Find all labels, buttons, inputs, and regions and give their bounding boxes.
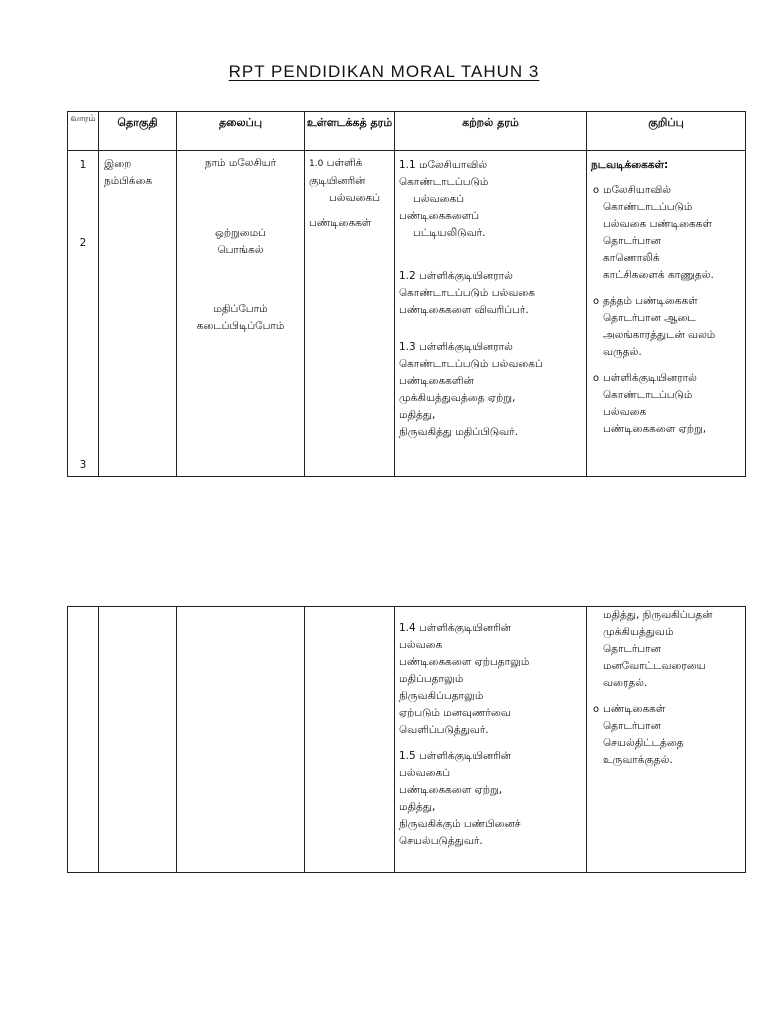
learning-line: 1.1 மலேசியாவில்	[399, 159, 488, 171]
unit-text: இறை நம்பிக்கை	[104, 158, 153, 187]
notes-line: கொண்டாடப்படும்	[603, 201, 693, 213]
content-standard-line: குடியினரின்	[309, 175, 366, 187]
notes-line: காணொலிக்	[603, 252, 660, 264]
table-row	[68, 151, 746, 477]
notes-line: பண்டிகைகள்	[603, 703, 666, 715]
notes-line: காட்சிகளைக் காணுதல்.	[603, 269, 714, 281]
unit-cell	[99, 151, 177, 477]
notes-line: வருதல்.	[603, 346, 642, 358]
learning-line: கொண்டாடப்படும் பல்வகைப்	[399, 358, 543, 370]
notes-line: தொடர்பான ஆடை	[603, 312, 696, 324]
content-standard-number: 1.0	[309, 159, 324, 169]
learning-line: பண்டிகைகளை விவரிப்பர்.	[399, 304, 529, 316]
notes-line: பல்வகை	[603, 406, 647, 418]
notes-line: மனவோட்டவரையை	[603, 660, 706, 672]
topic-2: ஒற்றுமைப் பொங்கல்	[215, 227, 266, 256]
learning-line: மதிப்பதாலும்	[399, 673, 464, 685]
header-content-standard: உள்ளடக்கத் தரம்	[305, 112, 395, 151]
week-1: 1	[79, 159, 87, 171]
notes-bullet-3-cont	[591, 607, 741, 692]
notes-line: தொடர்பான	[603, 720, 661, 732]
page-title: RPT PENDIDIKAN MORAL TAHUN 3	[228, 62, 540, 81]
notes-bullet-1	[591, 182, 741, 284]
notes-line: முக்கியத்துவம்	[603, 626, 674, 638]
bullet-icon: o	[593, 373, 600, 384]
table-row	[68, 607, 746, 873]
learning-line: மதித்து,	[399, 801, 436, 813]
notes-line: மலேசியாவில்	[603, 184, 671, 196]
learning-line: பண்டிகைகளைப்	[399, 210, 480, 222]
content-standard-cell	[305, 607, 395, 873]
notes-bullet-3	[591, 370, 741, 438]
learning-line: நிருவகித்து மதிப்பிடுவர்.	[399, 426, 519, 438]
learning-line: பல்வகை	[399, 639, 443, 651]
header-notes: குறிப்பு	[587, 112, 746, 151]
learning-1-4	[399, 620, 582, 739]
learning-standard-cell	[395, 151, 587, 477]
notes-line: செயல்திட்டத்தை	[603, 737, 684, 749]
notes-bullet-2	[591, 293, 741, 361]
notes-bullet-4	[591, 701, 741, 769]
notes-line: பண்டிகைகளை ஏற்று,	[603, 423, 707, 435]
learning-line: பட்டியலிடுவர்.	[413, 227, 486, 239]
rpt-table-part1	[67, 111, 746, 477]
learning-1-3	[399, 339, 582, 441]
learning-line: பல்வகைப்	[413, 193, 465, 205]
notes-line: உருவாக்குதல்.	[603, 754, 673, 766]
notes-line: வரைதல்.	[603, 677, 648, 689]
notes-line: மதித்து, நிருவகிப்பதன்	[603, 609, 713, 621]
header-week: வாரம்	[68, 112, 99, 151]
learning-line: பண்டிகைகளை ஏற்பதாலும்	[399, 656, 530, 668]
notes-line: பள்ளிக்குடியினரால்	[603, 372, 697, 384]
content-standard-line: பல்வகைப்	[329, 192, 381, 204]
week-cell	[68, 151, 99, 477]
notes-cell	[587, 151, 746, 477]
learning-line: கொண்டாடப்படும் பல்வகை	[399, 287, 535, 299]
header-unit: தொகுதி	[99, 112, 177, 151]
topic-3: மதிப்போம் கடைப்பிடிப்போம்	[196, 303, 285, 332]
learning-line: பல்வகைப்	[399, 767, 451, 779]
rpt-table-part2	[67, 606, 746, 873]
notes-line: தொடர்பான	[603, 235, 661, 247]
learning-line: 1.2 பள்ளிக்குடியினரால்	[399, 270, 513, 282]
learning-line: நிருவகிப்பதாலும்	[399, 690, 484, 702]
header-learning-standard: கற்றல் தரம்	[395, 112, 587, 151]
notes-line: கொண்டாடப்படும்	[603, 389, 693, 401]
learning-line: முக்கியத்துவத்தை ஏற்று,	[399, 392, 516, 404]
week-cell	[68, 607, 99, 873]
learning-line: 1.3 பள்ளிக்குடியினரால்	[399, 341, 513, 353]
topic-1: நாம் மலேசியர்	[204, 157, 277, 169]
content-standard-line: பண்டிகைகள்	[309, 217, 372, 229]
learning-1-5	[399, 748, 582, 850]
learning-line: 1.5 பள்ளிக்குடியினரின்	[399, 750, 511, 762]
learning-line: 1.4 பள்ளிக்குடியினரின்	[399, 622, 511, 634]
learning-line: நிருவகிக்கும் பண்பினைச்	[399, 818, 521, 830]
learning-line: ஏற்படும் மனவுணர்வை	[399, 707, 511, 719]
notes-line: தொடர்பான	[603, 643, 661, 655]
notes-heading: நடவடிக்கைகள்:	[591, 159, 669, 171]
bullet-icon: o	[593, 296, 600, 307]
learning-line: வெளிப்படுத்துவர்.	[399, 724, 489, 736]
learning-line: கொண்டாடப்படும்	[399, 176, 489, 188]
notes-line: அலங்காரத்துடன் வலம்	[603, 329, 716, 341]
unit-cell	[99, 607, 177, 873]
learning-line: செயல்படுத்துவர்.	[399, 835, 483, 847]
notes-cell	[587, 607, 746, 873]
topic-cell	[177, 607, 305, 873]
learning-1-2	[399, 268, 582, 319]
notes-line: பல்வகை பண்டிகைகள்	[603, 218, 712, 230]
learning-1-1	[399, 157, 582, 242]
bullet-icon: o	[593, 185, 600, 196]
content-standard-line: பள்ளிக்	[326, 157, 363, 169]
learning-line: பண்டிகைகளின்	[399, 375, 474, 387]
week-3: 3	[79, 459, 87, 471]
content-standard-cell	[305, 151, 395, 477]
content-standard-text	[305, 151, 394, 232]
learning-line: மதித்து,	[399, 409, 436, 421]
header-topic: தலைப்பு	[177, 112, 305, 151]
notes-line: தத்தம் பண்டிகைகள்	[603, 295, 698, 307]
table-header-row	[68, 112, 746, 151]
learning-line: பண்டிகைகளை ஏற்று,	[399, 784, 503, 796]
learning-standard-cell	[395, 607, 587, 873]
bullet-icon: o	[593, 704, 600, 715]
week-2: 2	[79, 237, 87, 249]
topic-cell	[177, 151, 305, 477]
